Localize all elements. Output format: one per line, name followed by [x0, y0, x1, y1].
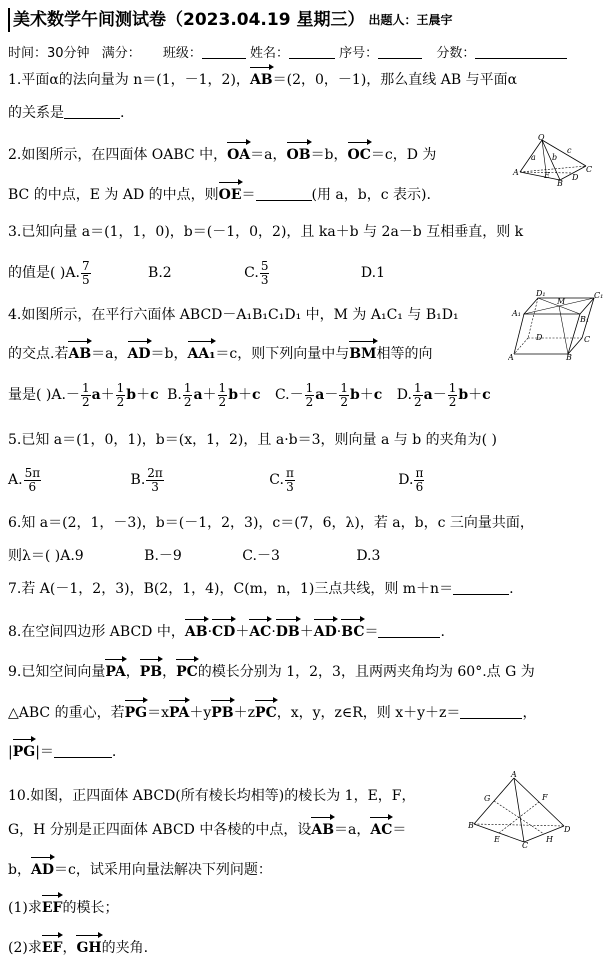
q6-option-d[interactable]: D.3 [356, 548, 381, 564]
q10-t2: ＝ [392, 822, 407, 838]
frac-num: 1 [305, 380, 314, 395]
figure-tetrahedron-oabc [512, 134, 592, 186]
frac-num: 5π [24, 465, 41, 480]
q10-p1-text: 的模长； [62, 900, 119, 916]
name-blank[interactable] [289, 44, 335, 59]
q9-abs-open: | [8, 744, 13, 760]
frac-num: 2π [147, 465, 163, 480]
frac [305, 382, 315, 409]
q1-text: 1.平面α的法向量为 n＝(1，－1，2)， [8, 72, 250, 88]
q5-line2 [8, 462, 425, 498]
frac-num: 1 [116, 380, 125, 395]
q10-text2: G，H 分别是正四面体 ABCD 中各棱的中点，设 [8, 822, 312, 838]
svg-text:C: C [522, 841, 529, 848]
q6-line2 [8, 546, 380, 566]
q5-text: 5.已知 a＝(1，0，1)，b＝(x，1，2)，且 a·b＝3，则向量 a 与 b 的夹角为( ) [8, 432, 497, 448]
q3-text: 3.已知向量 a＝(1，1，0)，b＝(－1，0，2)，且 ka＋b 与 2a－b 互相垂直，则 k [8, 224, 524, 240]
frac-den: 2 [81, 394, 90, 409]
vector-pb: PB [139, 664, 163, 680]
frac-den: 3 [260, 272, 269, 287]
class-label: 班级： [162, 46, 202, 61]
q10-line2 [8, 820, 406, 840]
q4-text2: 的交点.若 [8, 346, 69, 362]
frac-den: 2 [413, 394, 422, 409]
vector-ab: AB [311, 822, 335, 838]
vector-pc: PC [176, 664, 198, 680]
vector-aa1: AA₁ [187, 346, 216, 362]
q4-text3: 量是( ) [8, 387, 52, 403]
q9-line1: 9.已知空间向量PA，PB，PC的模长分别为 1，2，3，且两两夹角均为 60°.点 G 为 [8, 664, 535, 680]
vector-ad: AD [313, 624, 337, 640]
svg-text:D₁: D₁ [536, 290, 546, 298]
vector-ac: AC [249, 624, 272, 640]
q4-t2: ＝b， [150, 346, 188, 362]
svg-text:F: F [542, 793, 548, 802]
frac-num: 1 [81, 380, 90, 395]
svg-text:H: H [546, 835, 553, 844]
svg-text:A: A [508, 353, 514, 360]
frac-den: 6 [28, 479, 37, 494]
vector-db: DB [275, 624, 300, 640]
figure-tetrahedron-abcd [468, 770, 572, 848]
frac-num: 1 [413, 380, 422, 395]
vector-pg: PG [12, 744, 36, 760]
q8-eq: ＝ [364, 624, 379, 640]
q5-option-c[interactable] [269, 465, 296, 494]
q7-period: . [509, 581, 514, 597]
q1-line2 [8, 103, 124, 123]
q2-answer-blank[interactable] [256, 186, 312, 201]
q4-text: 4.如图所示，在平行六面体 ABCD－A₁B₁C₁D₁ 中，M 为 A₁C₁ 与 B₁D₁ [8, 307, 459, 323]
q2-text2: BC 的中点，E 为 AD 的中点，则 [8, 187, 219, 203]
q3-text2: 的值是( )A. [8, 265, 80, 281]
q10-line3 [8, 860, 272, 880]
q9-text4: ，x，y，z∈R，则 x＋y＋z＝ [276, 705, 461, 721]
frac [183, 382, 193, 409]
frac [116, 382, 126, 409]
q4-option-b[interactable]: B. $\frac{1}{2}$ a＋ $\frac{1}{2}$ b＋c [167, 380, 261, 409]
frac-num: 1 [448, 380, 457, 395]
vector-pc: PC [255, 705, 277, 721]
q4-t3: ＝c，则下列向量中与 [215, 346, 350, 362]
q7-text: 7.若 A(－1，2，3)，B(2，1，4)，C(m，n，1)三点共线，则 m＋n＝ [8, 581, 454, 597]
q9-y: ＋y [189, 705, 212, 721]
q9-answer-blank-1[interactable] [460, 704, 522, 719]
frac [24, 467, 42, 494]
name-label: 姓名： [250, 46, 290, 61]
vector-ab: AB [249, 72, 273, 88]
vector-pa: PA [168, 705, 190, 721]
q5-option-a[interactable] [8, 465, 42, 494]
q1-line1 [8, 70, 517, 90]
vector-ad: AD [127, 346, 151, 362]
points-label: 分数： [436, 46, 476, 61]
vector-ef: EF [41, 940, 63, 956]
vector-oa: OA [227, 147, 251, 163]
q4-line3 [8, 380, 491, 410]
q9-line2 [8, 703, 536, 723]
q3-option-b[interactable]: B.2 [148, 265, 172, 281]
svg-text:E: E [544, 171, 550, 180]
q4-t4: 相等的向 [376, 346, 433, 362]
q9-comma: ， [522, 705, 537, 721]
svg-text:G: G [484, 794, 491, 803]
frac [81, 382, 91, 409]
vector-bc: BC [341, 624, 365, 640]
vector-ab: AB [68, 346, 92, 362]
q1-text2: ＝(2，0，－1)，那么直线 AB 与平面α [272, 72, 518, 88]
q3-option-c-frac [260, 260, 270, 287]
svg-text:D: D [536, 333, 543, 342]
svg-text:a: a [531, 153, 536, 162]
q4-opt-d-lbl: D. [396, 387, 412, 403]
q8-text: 8.在空间四边形 ABCD 中， [8, 624, 185, 640]
opt-lbl: B. [130, 472, 146, 488]
q1-period: . [120, 105, 125, 121]
svg-text:M: M [557, 297, 566, 306]
vector-bm: BM [349, 346, 377, 362]
svg-text:B: B [566, 353, 572, 360]
frac [413, 382, 423, 409]
q7-line [8, 579, 514, 599]
frac-den: 2 [448, 394, 457, 409]
q9-text3: △ABC 的重心，若 [8, 705, 125, 721]
q8-period: . [440, 624, 445, 640]
q6-option-a[interactable]: 则λ＝( )A.9 [8, 548, 84, 564]
score-label: 满分： [101, 46, 141, 61]
frac-den: 5 [81, 272, 90, 287]
vector-gh: GH [76, 940, 102, 956]
q10-p1-label: (1)求 [8, 900, 42, 916]
q10-line1 [8, 786, 416, 806]
svg-text:A₁: A₁ [512, 309, 521, 318]
frac-den: 2 [305, 394, 314, 409]
q10-t1: ＝a， [334, 822, 371, 838]
q6-text: 6.知 a＝(2，1，－3)，b＝(－1，2，3)，c＝(7，6，λ)，若 a，b，c 三向量共面， [8, 515, 534, 531]
q2-line2 [8, 185, 431, 205]
vector-ob: OB [286, 147, 311, 163]
svg-text:b: b [552, 153, 558, 162]
opt-lbl: D. [398, 472, 414, 488]
q4-line2 [8, 344, 433, 364]
svg-text:C: C [584, 335, 591, 344]
frac-num: 5 [260, 258, 269, 273]
svg-text:B: B [557, 179, 563, 186]
author: 出题人：王晨宇 [368, 13, 453, 27]
q2-t3: ＝c，D 为 [370, 147, 437, 163]
frac-den: 3 [286, 479, 294, 494]
vector-oe: OE [218, 187, 242, 203]
q5-option-b[interactable] [130, 465, 165, 494]
opt-lbl: A. [8, 472, 23, 488]
svg-text:C: C [586, 165, 592, 174]
frac [448, 382, 458, 409]
q2-text: 2.如图所示，在四面体 OABC 中， [8, 147, 228, 163]
frac-num: 7 [81, 258, 90, 273]
q4-opt-a-lbl: A.－ [51, 387, 80, 403]
frac-den: 3 [151, 479, 159, 494]
q2-line1 [8, 145, 436, 165]
q2-text3: (用 a，b，c 表示). [311, 187, 431, 203]
q2-t1: ＝a， [250, 147, 287, 163]
q3-line2 [8, 258, 385, 288]
svg-text:D: D [564, 825, 571, 834]
q4-opt-c-lbl: C.－ [274, 387, 304, 403]
q9-period: . [111, 744, 117, 760]
q10-p2-text: 的夹角. [101, 940, 149, 956]
q9-answer-blank-2[interactable] [54, 743, 112, 758]
q8-answer-blank[interactable] [378, 623, 440, 638]
q2-t2: ＝b， [310, 147, 348, 163]
q4-option-a[interactable]: A.－ $\frac{1}{2}$ a＋ $\frac{1}{2}$ b＋c [51, 380, 159, 409]
frac [285, 467, 295, 494]
q4-option-c[interactable]: C.－ $\frac{1}{2}$ a－ $\frac{1}{2}$ b＋c [274, 380, 383, 409]
q9-line3 [8, 742, 116, 762]
q6-option-b[interactable]: B.－9 [144, 548, 182, 564]
svg-text:A: A [511, 770, 517, 779]
q4-option-d[interactable]: D. $\frac{1}{2}$ a－ $\frac{1}{2}$ b＋c [396, 380, 491, 409]
frac [218, 382, 228, 409]
svg-text:C₁: C₁ [594, 291, 604, 300]
class-blank[interactable] [202, 44, 246, 59]
title-bar [8, 8, 10, 32]
frac-num: 1 [183, 380, 192, 395]
q4-line1 [8, 305, 459, 325]
q9-z: ＋z [233, 705, 256, 721]
vector-ad: AD [30, 862, 54, 878]
q3-option-d[interactable]: D.1 [360, 265, 385, 281]
q1-answer-blank[interactable] [64, 104, 120, 119]
fig1-label-o: O [538, 134, 545, 142]
vector-pg: PG [124, 705, 148, 721]
page-title: 美术数学午间测试卷（2023.04.19 星期三） [13, 10, 365, 30]
q6-line1 [8, 513, 534, 533]
q4-t1: ＝a， [91, 346, 128, 362]
vector-ab: AB [184, 624, 208, 640]
q5-line1 [8, 430, 497, 450]
title-row [8, 6, 452, 32]
frac [414, 467, 424, 494]
q9-x: ＝x [147, 705, 169, 721]
vector-ac: AC [370, 822, 393, 838]
q10-p2-comma: ， [62, 940, 77, 956]
q3-line1 [8, 222, 523, 242]
frac-num: 1 [218, 380, 227, 395]
q3-option-a-frac[interactable] [81, 260, 91, 287]
vector-pb: PB [211, 705, 234, 721]
svg-text:A: A [513, 168, 519, 177]
q6-option-c[interactable]: C.－3 [242, 548, 280, 564]
svg-text:D: D [572, 173, 579, 182]
frac-den: 2 [218, 394, 227, 409]
frac-num: π [285, 465, 294, 480]
q5-option-d[interactable] [398, 465, 425, 494]
q1-text3: 的关系是 [8, 105, 64, 121]
q9-text: 9.已知空间向量 [8, 664, 106, 680]
frac-num: π [415, 465, 424, 480]
q10-text: 10.如图，正四面体 ABCD(所有棱长均相等)的棱长为 1，E，F， [8, 788, 416, 804]
q10-text3: b， [8, 862, 31, 878]
q10-part1 [8, 898, 118, 918]
q9-text2: 的模长分别为 1，2，3，且两两夹角均为 60°.点 G 为 [197, 664, 535, 680]
time-label: 时间：30分钟 [8, 46, 90, 61]
frac-den: 2 [340, 394, 348, 409]
q10-part2 [8, 938, 148, 958]
q2-eq: ＝ [241, 187, 256, 203]
frac-den: 2 [183, 394, 192, 409]
q9-abs-close: |＝ [35, 744, 54, 760]
q10-text4: ＝c，试采用向量法解决下列问题： [53, 862, 272, 878]
frac-den: 6 [415, 479, 424, 494]
seat-blank[interactable] [378, 44, 422, 59]
svg-text:E: E [494, 835, 500, 844]
q3-option-c[interactable]: C. [244, 265, 259, 281]
frac [146, 467, 164, 494]
opt-lbl: C. [269, 472, 284, 488]
frac-num: 1 [340, 380, 348, 395]
vector-ef: EF [41, 900, 63, 916]
q4-opt-b-lbl: B. [167, 387, 182, 403]
svg-text:B: B [468, 821, 474, 830]
exam-header [8, 42, 567, 61]
vector-oc: OC [347, 147, 371, 163]
q10-p2-label: (2)求 [8, 940, 42, 956]
frac-den: 2 [116, 394, 125, 409]
svg-text:B₁: B₁ [580, 315, 590, 324]
figure-parallelepiped [508, 290, 604, 360]
vector-cd: CD [212, 624, 236, 640]
q7-answer-blank[interactable] [453, 580, 509, 595]
frac [339, 382, 349, 409]
seat-label: 序号： [339, 46, 379, 61]
svg-text:c: c [567, 146, 572, 155]
points-blank[interactable] [475, 44, 567, 59]
q8-line: 8.在空间四边形 ABCD 中，AB·CD＋AC·DB＋AD·BC＝ . [8, 624, 445, 640]
vector-pa: PA [105, 664, 126, 680]
